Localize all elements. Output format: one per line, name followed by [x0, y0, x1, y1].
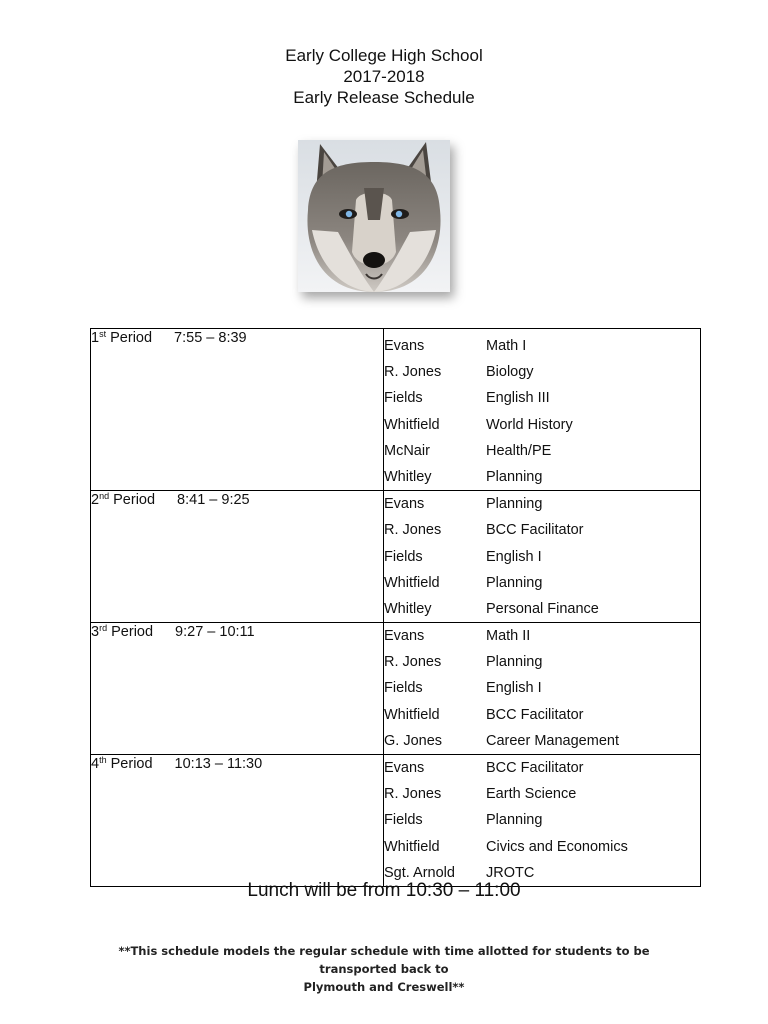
- period-heading: [91, 329, 383, 347]
- course-name: Career Management: [486, 732, 619, 749]
- period-number: 1: [91, 330, 100, 346]
- course-name: Civics and Economics: [486, 838, 628, 855]
- course-name: Health/PE: [486, 442, 552, 459]
- course-name: Personal Finance: [486, 600, 599, 617]
- staff-cell: [384, 491, 701, 623]
- course-name: Planning: [486, 496, 543, 513]
- teacher-name: G. Jones: [384, 732, 443, 749]
- period-number: 2: [91, 492, 100, 509]
- course-name: World History: [486, 416, 573, 433]
- period-ordinal-suffix: nd: [99, 491, 110, 502]
- school-name: Early College High School: [285, 46, 483, 65]
- teacher-name: Sgt. Arnold: [384, 864, 455, 881]
- teacher-name: Whitley: [384, 468, 432, 485]
- assignment-row: [384, 623, 700, 649]
- course-name: Planning: [486, 812, 543, 829]
- document-header: [0, 45, 768, 108]
- assignment-row: [384, 675, 700, 701]
- teacher-name: Fields: [384, 680, 423, 697]
- course-name: BCC Facilitator: [486, 706, 584, 723]
- assignment-row: [384, 412, 700, 438]
- assignment-row: [384, 834, 700, 860]
- period-label: Period: [110, 330, 153, 346]
- period-row: [91, 329, 701, 491]
- assignment-row: [384, 438, 700, 464]
- transport-note-line-2: Plymouth and Creswell**: [303, 980, 465, 994]
- staff-cell: [384, 329, 701, 491]
- period-row: [91, 755, 701, 887]
- assignment-row: [384, 702, 700, 728]
- period-heading: [91, 491, 383, 509]
- assignment-row: [384, 544, 700, 570]
- course-name: Earth Science: [486, 786, 577, 803]
- wolf-photo: [298, 140, 450, 292]
- period-label: Period: [111, 624, 154, 641]
- period-cell: [91, 623, 384, 755]
- teacher-name: Fields: [384, 390, 423, 407]
- teacher-name: Whitfield: [384, 706, 440, 723]
- course-name: Biology: [486, 364, 534, 381]
- course-name: BCC Facilitator: [486, 522, 584, 539]
- course-name: English I: [486, 680, 542, 697]
- period-label: Period: [110, 756, 153, 772]
- period-time: 10:13 – 11:30: [174, 756, 263, 772]
- lunch-notice: Lunch will be from 10:30 – 11:00: [247, 880, 521, 901]
- period-number: 4: [91, 756, 100, 772]
- course-name: Planning: [486, 468, 543, 485]
- period-cell: [91, 755, 384, 887]
- period-cell: [91, 491, 384, 623]
- assignment-row: [384, 596, 700, 622]
- assignment-row: [384, 491, 700, 517]
- assignment-row: [384, 649, 700, 675]
- staff-cell: [384, 755, 701, 887]
- teacher-name: Whitley: [384, 600, 432, 617]
- course-name: Math II: [486, 628, 531, 645]
- teacher-name: R. Jones: [384, 364, 442, 381]
- period-time: 8:41 – 9:25: [177, 492, 250, 509]
- period-ordinal-suffix: rd: [99, 623, 108, 634]
- assignment-row: [384, 385, 700, 411]
- teacher-name: Fields: [384, 548, 423, 565]
- teacher-name: Whitfield: [384, 416, 440, 433]
- assignment-row: [384, 464, 700, 490]
- teacher-name: Evans: [384, 760, 425, 776]
- school-year: 2017-2018: [343, 67, 425, 86]
- teacher-name: Whitfield: [384, 574, 440, 591]
- course-name: Planning: [486, 654, 543, 671]
- course-name: English III: [486, 390, 550, 407]
- staff-cell: [384, 623, 701, 755]
- transport-note-line-1: **This schedule models the regular schedule with time allotted for students to be transported back to: [118, 944, 650, 976]
- schedule-title: Early Release Schedule: [293, 88, 475, 107]
- period-label: Period: [113, 492, 156, 509]
- period-cell: [91, 329, 384, 491]
- period-heading: [91, 755, 383, 773]
- period-time: 7:55 – 8:39: [174, 330, 247, 346]
- period-heading: [91, 623, 383, 641]
- assignment-row: [384, 517, 700, 543]
- course-name: BCC Facilitator: [486, 760, 584, 776]
- teacher-name: R. Jones: [384, 522, 442, 539]
- teacher-name: Evans: [384, 628, 425, 645]
- period-time: 9:27 – 10:11: [175, 624, 255, 641]
- period-ordinal-suffix: st: [99, 329, 107, 339]
- period-row: [91, 623, 701, 755]
- period-number: 3: [91, 624, 100, 641]
- assignment-row: [384, 359, 700, 385]
- assignment-row: [384, 755, 700, 781]
- period-row: [91, 491, 701, 623]
- assignment-row: [384, 807, 700, 833]
- assignment-row: [384, 333, 700, 359]
- teacher-name: Whitfield: [384, 838, 440, 855]
- assignment-row: [384, 570, 700, 596]
- teacher-name: Evans: [384, 496, 425, 513]
- teacher-name: R. Jones: [384, 786, 442, 803]
- teacher-name: Evans: [384, 338, 425, 354]
- transport-note: [80, 942, 688, 996]
- teacher-name: McNair: [384, 442, 430, 459]
- wolf-icon: [298, 140, 450, 292]
- teacher-name: R. Jones: [384, 654, 442, 671]
- teacher-name: Fields: [384, 812, 423, 829]
- course-name: Planning: [486, 574, 543, 591]
- course-name: JROTC: [486, 864, 535, 881]
- course-name: Math I: [486, 338, 527, 354]
- course-name: English I: [486, 548, 542, 565]
- schedule-table: [90, 328, 701, 887]
- assignment-row: [384, 728, 700, 754]
- period-ordinal-suffix: th: [99, 755, 107, 765]
- assignment-row: [384, 781, 700, 807]
